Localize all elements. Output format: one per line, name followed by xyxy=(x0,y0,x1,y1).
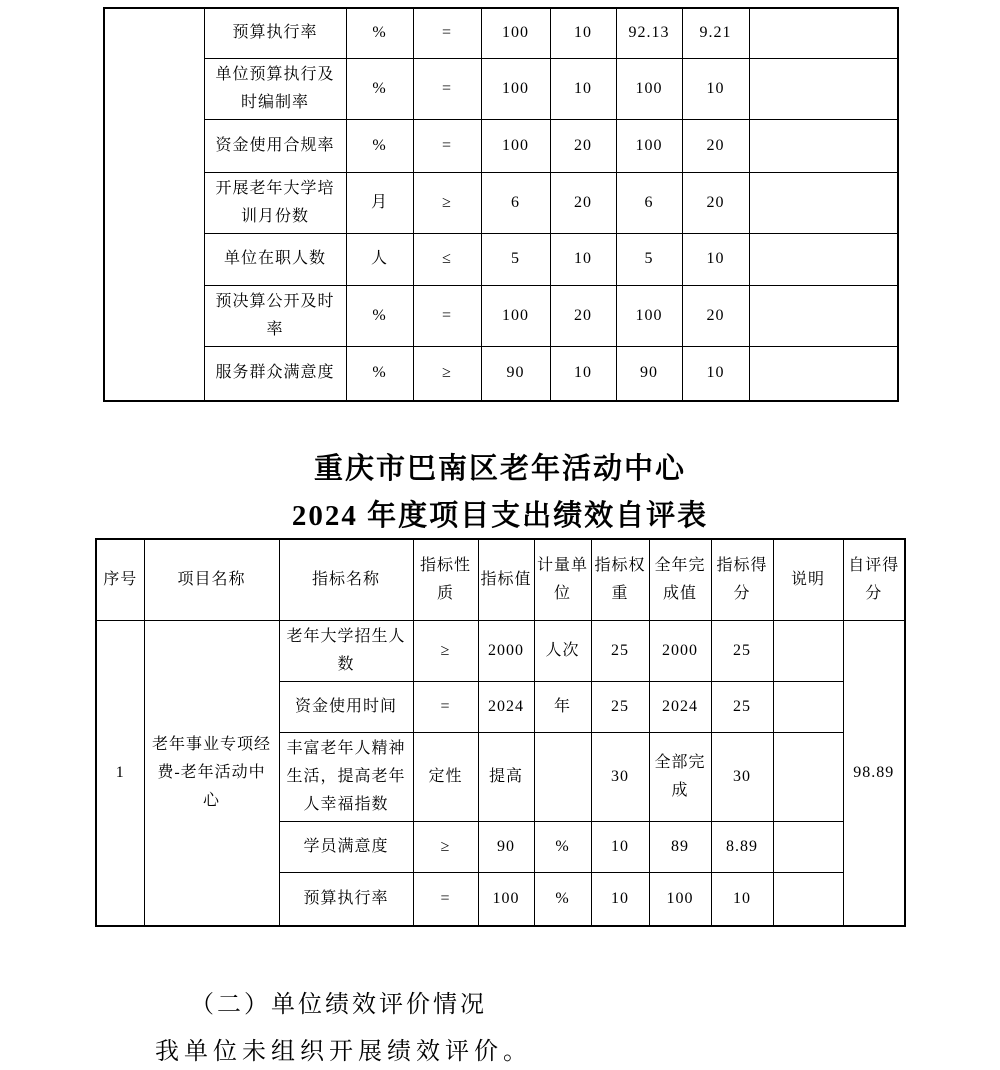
cell-weight: 10 xyxy=(550,58,616,119)
cell-weight: 20 xyxy=(550,285,616,346)
header-seq: 序号 xyxy=(96,539,144,620)
cell-indicator-name: 资金使用合规率 xyxy=(204,119,346,172)
cell-nature: ≥ xyxy=(413,620,478,681)
cell-unit: % xyxy=(346,119,413,172)
cell-indicator-name: 预算执行率 xyxy=(279,872,413,926)
cell-unit: % xyxy=(346,58,413,119)
page-title-line1: 重庆市巴南区老年活动中心 xyxy=(313,453,686,485)
cell-weight: 25 xyxy=(591,620,649,681)
cell-completed-value: 100 xyxy=(616,119,682,172)
cell-indicator-name: 单位预算执行及时编制率 xyxy=(204,58,346,119)
table-row xyxy=(104,233,898,285)
cell-completed-value: 全部完成 xyxy=(649,732,711,821)
cell-unit: % xyxy=(346,8,413,58)
cell-indicator-name: 学员满意度 xyxy=(279,821,413,872)
cell-unit: 人 xyxy=(346,233,413,285)
cell-unit: % xyxy=(534,821,591,872)
cell-indicator-name: 丰富老年人精神生活，提高老年人幸福指数 xyxy=(279,732,413,821)
cell-weight: 10 xyxy=(550,346,616,401)
section-heading: （二）单位绩效评价情况 xyxy=(190,992,487,1018)
cell-remark xyxy=(749,233,898,285)
cell-indicator-name: 预算执行率 xyxy=(204,8,346,58)
cell-nature: ≤ xyxy=(413,233,481,285)
cell-target-value: 90 xyxy=(481,346,550,401)
cell-target-value: 100 xyxy=(481,285,550,346)
cell-completed-value: 6 xyxy=(616,172,682,233)
cell-weight: 20 xyxy=(550,172,616,233)
cell-nature: = xyxy=(413,58,481,119)
cell-completed-value: 89 xyxy=(649,821,711,872)
cell-target-value: 100 xyxy=(481,119,550,172)
cell-target-value: 6 xyxy=(481,172,550,233)
cell-value: 提高 xyxy=(478,732,534,821)
cell-score: 10 xyxy=(682,58,749,119)
unit-indicator-table xyxy=(103,7,899,402)
cell-nature: = xyxy=(413,285,481,346)
cell-remark xyxy=(749,58,898,119)
cell-score: 20 xyxy=(682,285,749,346)
cell-indicator-name: 预决算公开及时率 xyxy=(204,285,346,346)
cell-remark xyxy=(773,681,843,732)
table-row xyxy=(104,58,898,119)
table-row xyxy=(104,172,898,233)
cell-completed-value: 2024 xyxy=(649,681,711,732)
cell-completed-value: 100 xyxy=(616,58,682,119)
cell-remark xyxy=(773,732,843,821)
header-remark: 说明 xyxy=(773,539,843,620)
header-measure-unit: 计量单位 xyxy=(534,539,591,620)
cell-target-value: 100 xyxy=(481,58,550,119)
cell-unit xyxy=(534,732,591,821)
cell-completed-value: 100 xyxy=(616,285,682,346)
body-paragraph: 我单位未组织开展绩效评价。 xyxy=(155,1039,532,1065)
cell-remark xyxy=(749,172,898,233)
table-header-row xyxy=(96,539,905,620)
cell-indicator-name: 服务群众满意度 xyxy=(204,346,346,401)
cell-score: 25 xyxy=(711,620,773,681)
page-title xyxy=(0,446,1000,540)
cell-weight: 30 xyxy=(591,732,649,821)
cell-completed-value: 90 xyxy=(616,346,682,401)
cell-unit: % xyxy=(346,285,413,346)
cell-value: 100 xyxy=(478,872,534,926)
cell-nature: = xyxy=(413,681,478,732)
cell-nature: ≥ xyxy=(413,172,481,233)
cell-remark xyxy=(773,620,843,681)
cell-score: 30 xyxy=(711,732,773,821)
cell-indicator-name: 资金使用时间 xyxy=(279,681,413,732)
cell-value: 90 xyxy=(478,821,534,872)
cell-score: 10 xyxy=(682,346,749,401)
cell-weight: 10 xyxy=(550,233,616,285)
cell-nature: 定性 xyxy=(413,732,478,821)
cell-weight: 10 xyxy=(591,821,649,872)
cell-indicator-name: 单位在职人数 xyxy=(204,233,346,285)
cell-score: 20 xyxy=(682,119,749,172)
cell-nature: ≥ xyxy=(413,821,478,872)
header-self-score: 自评得分 xyxy=(843,539,905,620)
cell-unit: % xyxy=(534,872,591,926)
cell-nature: = xyxy=(413,872,478,926)
cell-indicator-name: 开展老年大学培训月份数 xyxy=(204,172,346,233)
header-indicator-weight: 指标权重 xyxy=(591,539,649,620)
cell-remark xyxy=(749,8,898,58)
cell-completed-value: 2000 xyxy=(649,620,711,681)
cell-target-value: 5 xyxy=(481,233,550,285)
table-row xyxy=(104,285,898,346)
table-row xyxy=(96,620,905,681)
cell-category-empty xyxy=(104,8,204,401)
cell-target-value: 100 xyxy=(481,8,550,58)
project-self-eval-table xyxy=(95,538,906,927)
header-project-name: 项目名称 xyxy=(144,539,279,620)
cell-score: 25 xyxy=(711,681,773,732)
header-indicator-name: 指标名称 xyxy=(279,539,413,620)
cell-score: 20 xyxy=(682,172,749,233)
cell-score: 10 xyxy=(711,872,773,926)
cell-self-score: 98.89 xyxy=(843,620,905,926)
cell-score: 9.21 xyxy=(682,8,749,58)
table-row xyxy=(104,346,898,401)
cell-nature: = xyxy=(413,119,481,172)
cell-nature: ≥ xyxy=(413,346,481,401)
cell-remark xyxy=(773,872,843,926)
cell-score: 10 xyxy=(682,233,749,285)
cell-completed-value: 100 xyxy=(649,872,711,926)
header-indicator-score: 指标得分 xyxy=(711,539,773,620)
cell-project-name: 老年事业专项经费-老年活动中心 xyxy=(144,620,279,926)
cell-weight: 10 xyxy=(591,872,649,926)
header-completed-value: 全年完成值 xyxy=(649,539,711,620)
table-row xyxy=(104,119,898,172)
cell-remark xyxy=(749,346,898,401)
cell-nature: = xyxy=(413,8,481,58)
header-indicator-nature: 指标性质 xyxy=(413,539,478,620)
cell-indicator-name: 老年大学招生人数 xyxy=(279,620,413,681)
cell-completed-value: 5 xyxy=(616,233,682,285)
header-indicator-value: 指标值 xyxy=(478,539,534,620)
page-title-line2: 2024 年度项目支出绩效自评表 xyxy=(291,500,709,532)
cell-unit: % xyxy=(346,346,413,401)
cell-weight: 25 xyxy=(591,681,649,732)
cell-remark xyxy=(749,119,898,172)
cell-weight: 20 xyxy=(550,119,616,172)
cell-remark xyxy=(773,821,843,872)
cell-unit: 月 xyxy=(346,172,413,233)
cell-unit: 人次 xyxy=(534,620,591,681)
table-row xyxy=(104,8,898,58)
cell-remark xyxy=(749,285,898,346)
cell-value: 2000 xyxy=(478,620,534,681)
cell-seq: 1 xyxy=(96,620,144,926)
cell-weight: 10 xyxy=(550,8,616,58)
cell-value: 2024 xyxy=(478,681,534,732)
cell-completed-value: 92.13 xyxy=(616,8,682,58)
cell-unit: 年 xyxy=(534,681,591,732)
cell-score: 8.89 xyxy=(711,821,773,872)
